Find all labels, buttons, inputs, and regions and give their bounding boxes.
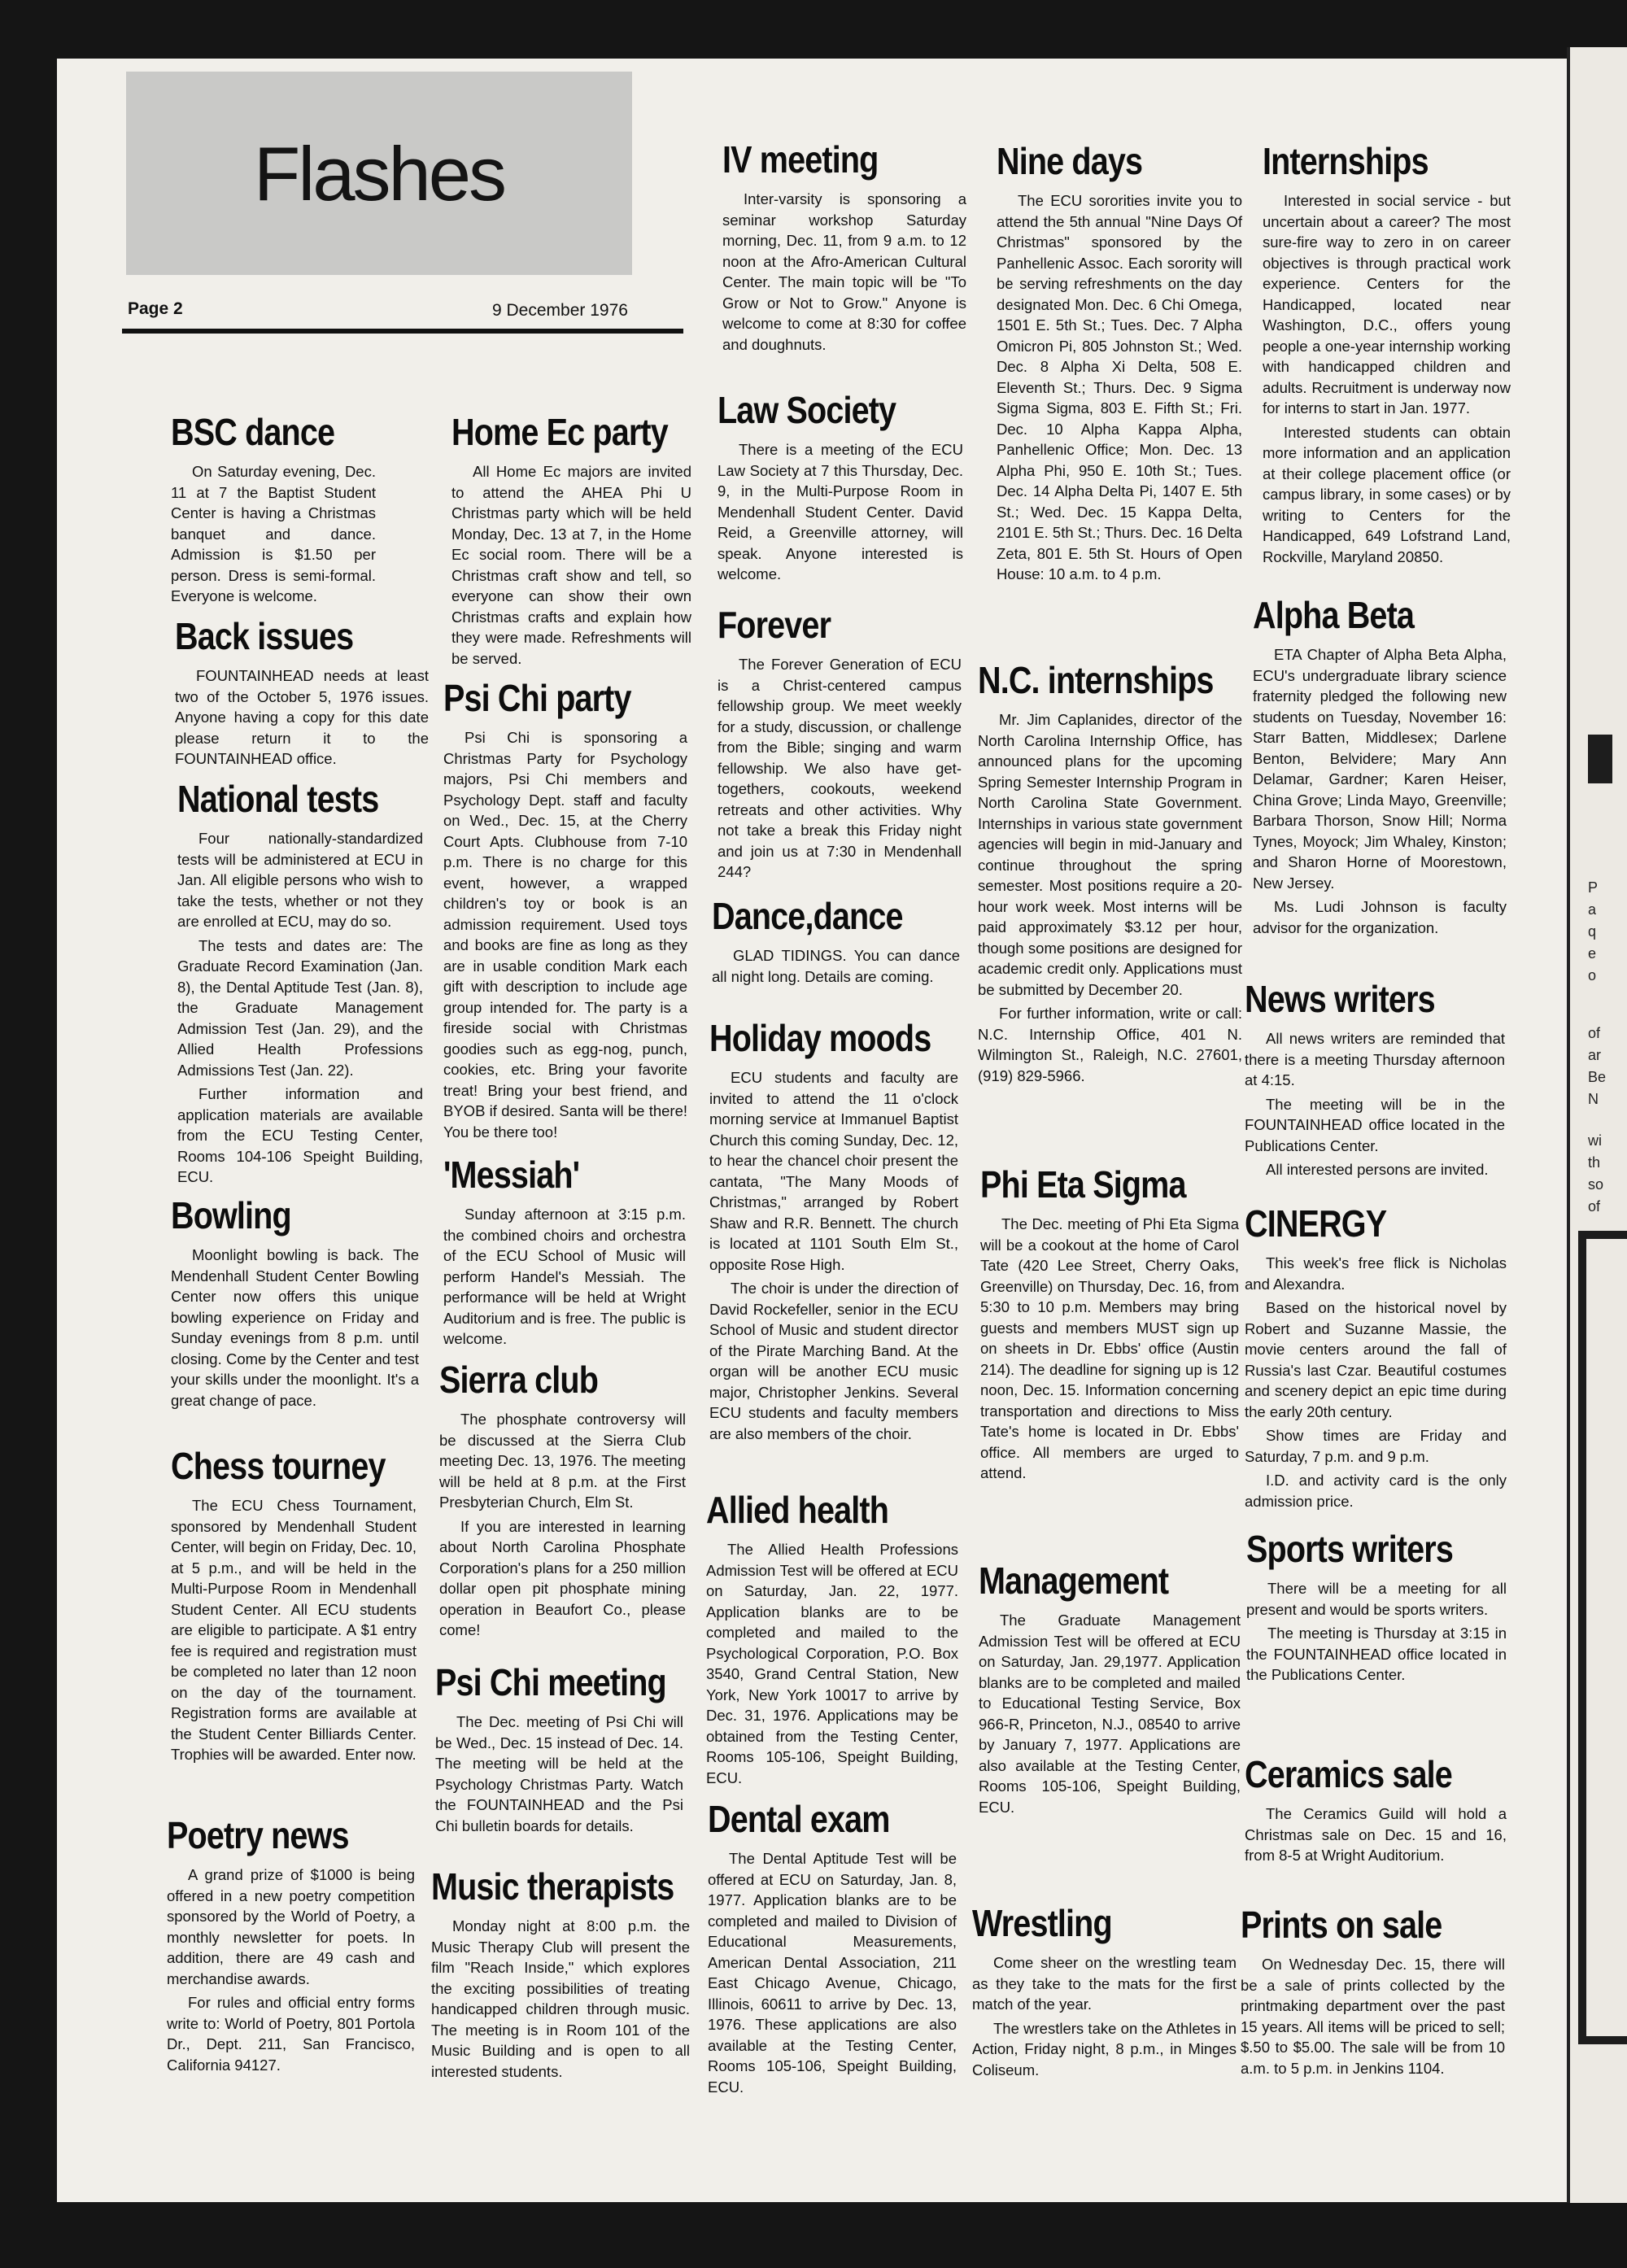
issue-date: 9 December 1976 bbox=[492, 301, 628, 320]
article-allied-health bbox=[706, 1489, 958, 1791]
article-headline: N.C. internships bbox=[978, 659, 1214, 701]
article-back-issues bbox=[175, 615, 429, 773]
article-headline: Sierra club bbox=[439, 1359, 599, 1401]
article-body bbox=[722, 189, 966, 355]
article-body bbox=[708, 1848, 957, 2097]
article-body bbox=[171, 461, 376, 607]
article-paragraph: GLAD TIDINGS. You can dance all night long. Details are coming. bbox=[712, 947, 960, 985]
article-body bbox=[451, 461, 691, 669]
article-law-society bbox=[718, 389, 963, 588]
article-paragraph: This week's free flick is Nicholas and Alexandra. bbox=[1245, 1254, 1507, 1293]
article-paragraph: The Forever Generation of ECU is a Christ-centered campus fellowship group. We meet weekly for a study, discussion, or challenge from the Bible; singing and warm fellowship. We also have get-togethers, cookouts, weekend retreats and other activities. Why not take a break this Friday night and join us at 7:30 in Mendenhall 244? bbox=[718, 656, 962, 880]
article-paragraph: Mr. Jim Caplanides, director of the North Carolina Internship Office, has announced plans for the upcoming Spring Semester Internship Program in North Carolina State Government. Internships in various state government agencies will begin in mid-January and continue throughout the spring semester. Most positions require a 20-hour work week. Most interns will be paid approximately $3.12 per hour, though some positions are designed for academic credit only. Applications must be submitted by December 20. bbox=[978, 711, 1242, 998]
article-paragraph: The tests and dates are: The Graduate Record Examination (Jan. 8), the Dental Aptitude Test (Jan. 8), the Graduate Management Admission Test (Jan. 29), and the Allied Health Professions Admissions Test (Jan. 22). bbox=[177, 936, 423, 1079]
article-paragraph: There is a meeting of the ECU Law Society at 7 this Thursday, Dec. 9, in the Multi-Purpose Room in Mendenhall Student Center. David Reid, a Greenville attorney, will speak. Anyone interested is welcome. bbox=[718, 441, 963, 582]
article-national-tests bbox=[177, 778, 423, 1191]
article-wrestling bbox=[972, 1902, 1237, 2083]
article-ceramics-sale bbox=[1245, 1753, 1507, 1869]
article-paragraph: For further information, write or call: N.C. Internship Office, 401 N. Wilmington St., Raleigh, N.C. 27601, (919) 829-5966. bbox=[978, 1005, 1242, 1084]
article-body bbox=[979, 1610, 1241, 1817]
article-bowling bbox=[171, 1194, 419, 1414]
article-body bbox=[709, 1067, 958, 1444]
article-headline: Chess tourney bbox=[171, 1445, 386, 1487]
article-paragraph: The ECU sororities invite you to attend the 5th annual "Nine Days Of Christmas" sponsored by the Panhellenic Assoc. Each sorority will be serving refreshments on the day designated Mon. Dec. 6 Chi Omega, 1501 E. 5th St.; Tues. Dec. 7 Alpha Omicron Pi, 805 Johnston St.; Wed. Dec. 8 Alpha Xi Delta, 508 E. Eleventh St.; Thurs. Dec. 9 Sigma Sigma Sigma, 803 E. Fifth St.; Fri. Dec. 10 Alpha Kappa Alpha, Panhellenic Office; Mon. Dec. 13 Alpha Phi, 950 E. 10th St.; Tues. Dec. 14 Alpha Delta Pi, 1407 E. 5th St.; Wed. Dec. 15 Kappa Delta, 2101 E. 5th St.; Thurs. Dec. 16 Delta Zeta, 801 E. 5th St. Hours of Open House: 10 a.m. to 4 p.m. bbox=[997, 192, 1242, 582]
article-body bbox=[997, 190, 1242, 585]
article-headline: Forever bbox=[718, 604, 831, 646]
article-paragraph: The ECU Chess Tournament, sponsored by Mendenhall Student Center, will begin on Friday, Dec. 10, at 5 p.m., and will be held in the Multi-Purpose Room in Mendenhall Student Center. All ECU students are eligible to participate. A $1 entry fee is required and registration must be completed no later than 12 noon on the day of the tournament. Registration forms are available at the Student Center Billiards Center. Trophies will be awarded. Enter now. bbox=[171, 1497, 417, 1763]
article-dental-exam bbox=[708, 1798, 957, 2100]
article-body bbox=[1253, 644, 1507, 938]
article-body bbox=[1263, 190, 1511, 567]
article-body bbox=[167, 1865, 415, 2075]
article-body bbox=[443, 1204, 686, 1350]
article-paragraph: Inter-varsity is sponsoring a seminar workshop Saturday morning, Dec. 11, from 9 a.m. to 12 noon at the Afro-American Cultural Center. The main topic will be "To Grow or Not to Grow." Anyone is welcome to come at 8:30 for coffee and doughnuts. bbox=[722, 190, 966, 353]
article-paragraph: For rules and official entry forms write to: World of Poetry, 801 Portola Dr., Dept. 211, San Francisco, California 94127. bbox=[167, 1994, 415, 2074]
article-paragraph: Moonlight bowling is back. The Mendenhall Student Center Bowling Center now offers this unique bowling experience on Friday and Sunday evenings from 8 p.m. until closing. Come by the Center and test your skills under the moonlight. It's a great change of pace. bbox=[171, 1246, 419, 1409]
article-body bbox=[175, 665, 429, 770]
article-psi-chi-meeting bbox=[435, 1661, 683, 1839]
article-body bbox=[718, 439, 963, 585]
article-paragraph: Show times are Friday and Saturday, 7 p.m. and 9 p.m. bbox=[1245, 1427, 1507, 1465]
article-prints-on-sale bbox=[1241, 1904, 1505, 2082]
article-paragraph: I.D. and activity card is the only admission price. bbox=[1245, 1472, 1507, 1510]
article-news-writers bbox=[1245, 978, 1505, 1184]
flashes-banner bbox=[126, 72, 632, 275]
article-nine-days bbox=[997, 140, 1242, 588]
article-music-therapists bbox=[431, 1865, 690, 2085]
article-home-ec-party bbox=[451, 411, 691, 672]
article-headline: Alpha Beta bbox=[1253, 594, 1415, 636]
article-body bbox=[1245, 1028, 1505, 1180]
article-body bbox=[712, 945, 960, 987]
article-paragraph: The Dec. meeting of Phi Eta Sigma will be a cookout at the home of Carol Tate (420 Lee Street, Cherry Oaks, Greenville) on Thursday, Dec. 16, from 5:30 to 10 p.m. Members may bring guests and members MUST sign up on sheets in Dr. Ebbs' office (Austin 214). The deadline for signing up is 12 noon, Dec. 15. Information concerning transportation and directions to Miss Tate's home is located in Dr. Ebbs' office. All members are urged to attend. bbox=[980, 1215, 1239, 1481]
article-paragraph: Monday night at 8:00 p.m. the Music Therapy Club will present the film "Reach Inside," which explores the exciting possibilities of treating handicapped children through music. The meeting is in Room 101 of the Music Building and is open to all interested students. bbox=[431, 1917, 690, 2080]
article-paragraph: On Wednesday Dec. 15, there will be a sale of prints collected by the printmaking department over the past 15 years. All items will be priced to sell; $.50 to $5.00. The sale will be from 10 a.m. to 5 p.m. in Jenkins 1104. bbox=[1241, 1956, 1505, 2077]
article-paragraph: The Ceramics Guild will hold a Christmas sale on Dec. 15 and 16, from 8-5 at Wright Auditorium. bbox=[1245, 1805, 1507, 1864]
article-psi-chi-party bbox=[443, 677, 687, 1145]
article-forever bbox=[718, 604, 962, 886]
article-paragraph: If you are interested in learning about North Carolina Phosphate Corporation's plans for a 250 million dollar open pit phosphate mining operation in Beaufort Co., please come! bbox=[439, 1517, 686, 1638]
article-paragraph: ECU students and faculty are invited to attend the 11 o'clock morning service at Immanuel Baptist Church this coming Sunday, Dec. 12, to hear the chancel choir present the cantata, "The Many Moods of Christmas," arranged by Robert Shaw and R.R. Bennett. The church is located at 1101 South Elm St., opposite Rose High. bbox=[709, 1069, 958, 1273]
article-headline: Prints on sale bbox=[1241, 1904, 1442, 1946]
article-management bbox=[979, 1559, 1241, 1821]
article-paragraph: Further information and application materials are available from the ECU Testing Center, Rooms 104-106 Speight Building, ECU. bbox=[177, 1085, 423, 1185]
article-dance-dance bbox=[712, 895, 960, 990]
article-paragraph: The Allied Health Professions Admission Test will be offered at ECU on Saturday, Jan. 22, 1977. Application blanks are to be completed and mailed to the Psychological Corporation, P.O. Box 3540, Grand Central Station, New York, New York 10017 to arrive by Dec. 31, 1976. Applications may be obtained from the Testing Center, Rooms 105-106, Speight Building, ECU. bbox=[706, 1541, 958, 1786]
article-body bbox=[1246, 1578, 1507, 1686]
article-headline: IV meeting bbox=[722, 138, 879, 181]
article-internships bbox=[1263, 140, 1511, 570]
article-iv-meeting bbox=[722, 138, 966, 358]
article-paragraph: FOUNTAINHEAD needs at least two of the October 5, 1976 issues. Anyone having a copy for this date please return it to the FOUNTAINHEAD office. bbox=[175, 667, 429, 767]
article-body bbox=[706, 1539, 958, 1788]
article-body bbox=[718, 654, 962, 883]
article-body bbox=[1245, 1803, 1507, 1866]
article-paragraph: Interested in social service - but uncertain about a career? The most sure-fire way to zero in on career objectives is through practical work experience. Centers for the Handicapped, located near Washington, D.C., offers young people a one-year internship working with handicapped children and adults. Recruitment is underway now for interns to start in Jan. 1977. bbox=[1263, 192, 1511, 417]
article-headline: Psi Chi meeting bbox=[435, 1661, 666, 1703]
article-paragraph: The Graduate Management Admission Test will be offered at ECU on Saturday, Jan. 29,1977. Application blanks are to be completed and mailed to Educational Testing Service, Box 966-R, Princeton, N.J., 08540 to arrive by January 7, 1977. Applications are also available at the Testing Center, Rooms 105-106, Speight Building, ECU. bbox=[979, 1612, 1241, 1816]
article-paragraph: The wrestlers take on the Athletes in Action, Friday night, 8 p.m., in Minges Coliseum. bbox=[972, 2019, 1237, 2078]
section-title: Flashes bbox=[253, 131, 505, 216]
article-body bbox=[972, 1952, 1237, 2080]
article-paragraph: All news writers are reminded that there is a meeting Thursday afternoon at 4:15. bbox=[1245, 1030, 1505, 1088]
article-paragraph: Based on the historical novel by Robert and Suzanne Massie, the movie centers around the fall of Russia's last Czar. Beautiful costumes and scenery depict an epic time during the early 20th century. bbox=[1245, 1299, 1507, 1420]
article-paragraph: Four nationally-standardized tests will be administered at ECU in Jan. All eligible persons who wish to take the tests, whether or not they are enrolled at ECU, may do so. bbox=[177, 830, 423, 930]
header-rule bbox=[122, 329, 683, 334]
article-body bbox=[177, 828, 423, 1188]
article-body bbox=[435, 1712, 683, 1836]
article-sports-writers bbox=[1246, 1528, 1507, 1689]
article-paragraph: The phosphate controversy will be discussed at the Sierra Club meeting Dec. 13, 1976. The meeting will be held at 8 p.m. at the First Presbyterian Church, Elm St. bbox=[439, 1411, 686, 1511]
article-headline: Music therapists bbox=[431, 1865, 674, 1908]
article-paragraph: All Home Ec majors are invited to attend the AHEA Phi U Christmas party which will be held Monday, Dec. 13 at 7, in the Home Ec social room. There will be a Christmas craft show and tell, so everyone can show their own Christmas crafts and explain how they were made. Refreshments will be served. bbox=[451, 463, 691, 667]
article-paragraph: All interested persons are invited. bbox=[1266, 1161, 1489, 1178]
article-body bbox=[1245, 1253, 1507, 1511]
article-messiah bbox=[443, 1154, 686, 1353]
article-headline: Law Society bbox=[718, 389, 896, 431]
article-sierra-club bbox=[439, 1359, 686, 1644]
article-paragraph: The meeting will be in the FOUNTAINHEAD office located in the Publications Center. bbox=[1245, 1095, 1505, 1154]
article-body bbox=[980, 1214, 1239, 1484]
article-paragraph: The meeting is Thursday at 3:15 in the FOUNTAINHEAD office located in the Publications Center. bbox=[1246, 1625, 1507, 1683]
article-chess-tourney bbox=[171, 1445, 417, 1769]
article-body bbox=[431, 1916, 690, 2082]
page-number: Page 2 bbox=[128, 299, 183, 318]
article-paragraph: There will be a meeting for all present and would be sports writers. bbox=[1246, 1580, 1507, 1618]
article-paragraph: ETA Chapter of Alpha Beta Alpha, ECU's undergraduate library science fraternity pledged the following new students on Tuesday, November 16: Starr Batten, Middlesex; Darlene Benton, Belvidere; Mary Ann Delamar, Gardner; Karen Heiser, China Grove; Linda Mayo, Greenville; Barbara Thorson, Snow Hill; Norma Tynes, Moyock; Jim Whaley, Kinston; and Sharon Horne of Moorestown, New Jersey. bbox=[1253, 646, 1507, 892]
article-body bbox=[978, 709, 1242, 1086]
article-body bbox=[443, 727, 687, 1142]
article-body bbox=[171, 1245, 419, 1411]
article-headline: Nine days bbox=[997, 140, 1143, 182]
article-body bbox=[1241, 1954, 1505, 2078]
article-headline: CINERGY bbox=[1245, 1202, 1387, 1245]
article-headline: News writers bbox=[1245, 978, 1435, 1020]
article-headline: BSC dance bbox=[171, 411, 335, 453]
article-paragraph: The Dental Aptitude Test will be offered at ECU on Saturday, Jan. 8, 1977. Application blanks are to be completed and mailed to Division of Educational Measurements, American Dental Association, 211 East Chicago Avenue, Chicago, Illinois, 60611 to arrive by Dec. 13, 1976. These applications are also available at the Testing Center, Rooms 105-106, Speight Building, ECU. bbox=[708, 1850, 957, 2096]
article-bsc-dance bbox=[171, 411, 376, 610]
article-headline: Dental exam bbox=[708, 1798, 890, 1840]
article-phi-eta-sigma bbox=[980, 1163, 1239, 1487]
article-paragraph: A grand prize of $1000 is being offered in a new poetry competition sponsored by the World of Poetry, a monthly newsletter for poets. In addition, there are 49 cash and merchandise awards. bbox=[167, 1866, 415, 1987]
article-poetry-news bbox=[167, 1814, 415, 2078]
article-headline: Dance,dance bbox=[712, 895, 903, 937]
article-headline: Home Ec party bbox=[451, 411, 668, 453]
article-paragraph: On Saturday evening, Dec. 11 at 7 the Baptist Student Center is having a Christmas banquet and dance. Admission is $1.50 per person. Dress is semi-formal. Everyone is welcome. bbox=[171, 463, 376, 604]
article-n-c-internships bbox=[978, 659, 1242, 1089]
article-headline: Psi Chi party bbox=[443, 677, 631, 719]
article-headline: Ceramics sale bbox=[1245, 1753, 1452, 1795]
article-body bbox=[171, 1495, 417, 1765]
article-alpha-beta bbox=[1253, 594, 1507, 941]
article-paragraph: Ms. Ludi Johnson is faculty advisor for the organization. bbox=[1253, 898, 1507, 936]
edge-text-fragments: P a q e o of ar Be N wi th so of bbox=[1588, 879, 1607, 1215]
article-paragraph: Come sheer on the wrestling team as they take to the mats for the first match of the year. bbox=[972, 1954, 1237, 2013]
article-headline: Poetry news bbox=[167, 1814, 349, 1856]
article-headline: Bowling bbox=[171, 1194, 291, 1236]
article-paragraph: Interested students can obtain more information and an application at their college placement office (or campus library, in some cases) or by writing to Centers for the Handicapped, 649 Lofstrand Land, Rockville, Maryland 20850. bbox=[1263, 423, 1511, 565]
article-headline: Wrestling bbox=[972, 1902, 1112, 1944]
article-paragraph: The choir is under the direction of David Rockefeller, senior in the ECU School of Music and student director of the Pirate Marching Band. At the organ will be another ECU music major, Christopher Jenkins. Several ECU students and faculty members are also members of the choir. bbox=[709, 1280, 958, 1442]
article-body bbox=[439, 1409, 686, 1641]
article-headline: Sports writers bbox=[1246, 1528, 1453, 1570]
article-headline: Allied health bbox=[706, 1489, 889, 1531]
article-holiday-moods bbox=[709, 1017, 958, 1447]
article-headline: Internships bbox=[1263, 140, 1429, 182]
article-headline: Phi Eta Sigma bbox=[980, 1163, 1186, 1206]
article-cinergy bbox=[1245, 1202, 1507, 1515]
article-paragraph: The Dec. meeting of Psi Chi will be Wed., Dec. 15 instead of Dec. 14. The meeting will be held at the Psychology Christmas Party. Watch the FOUNTAINHEAD and the Psi Chi bulletin boards for details. bbox=[435, 1713, 683, 1834]
article-headline: 'Messiah' bbox=[443, 1154, 580, 1196]
adjacent-page-edge bbox=[1567, 47, 1627, 2203]
article-paragraph: Sunday afternoon at 3:15 p.m. the combined choirs and orchestra of the ECU School of Music will perform Handel's Messiah. The performance will be held at Wright Auditorium and is free. The public is welcome. bbox=[443, 1206, 686, 1347]
article-headline: Management bbox=[979, 1559, 1169, 1602]
article-headline: Holiday moods bbox=[709, 1017, 931, 1059]
article-headline: National tests bbox=[177, 778, 379, 820]
article-paragraph: Psi Chi is sponsoring a Christmas Party for Psychology majors, Psi Chi members and Psychology Dept. staff and faculty on Wed., Dec. 15, at the Cherry Court Apts. Clubhouse from 7-10 p.m. There is no charge for this event, however, a wrapped children's toy or book is an admission requirement. Used toys and books are fine as long as they are in usable condition Mark each gift with description to include age group intended for. The party is a fireside social with Christmas goodies such as egg-nog, punch, cookies, etc. Bring your favorite treat! Bring your best friend, and BYOB if desired. Santa will be there! You be there too! bbox=[443, 729, 687, 1141]
article-headline: Back issues bbox=[175, 615, 354, 657]
